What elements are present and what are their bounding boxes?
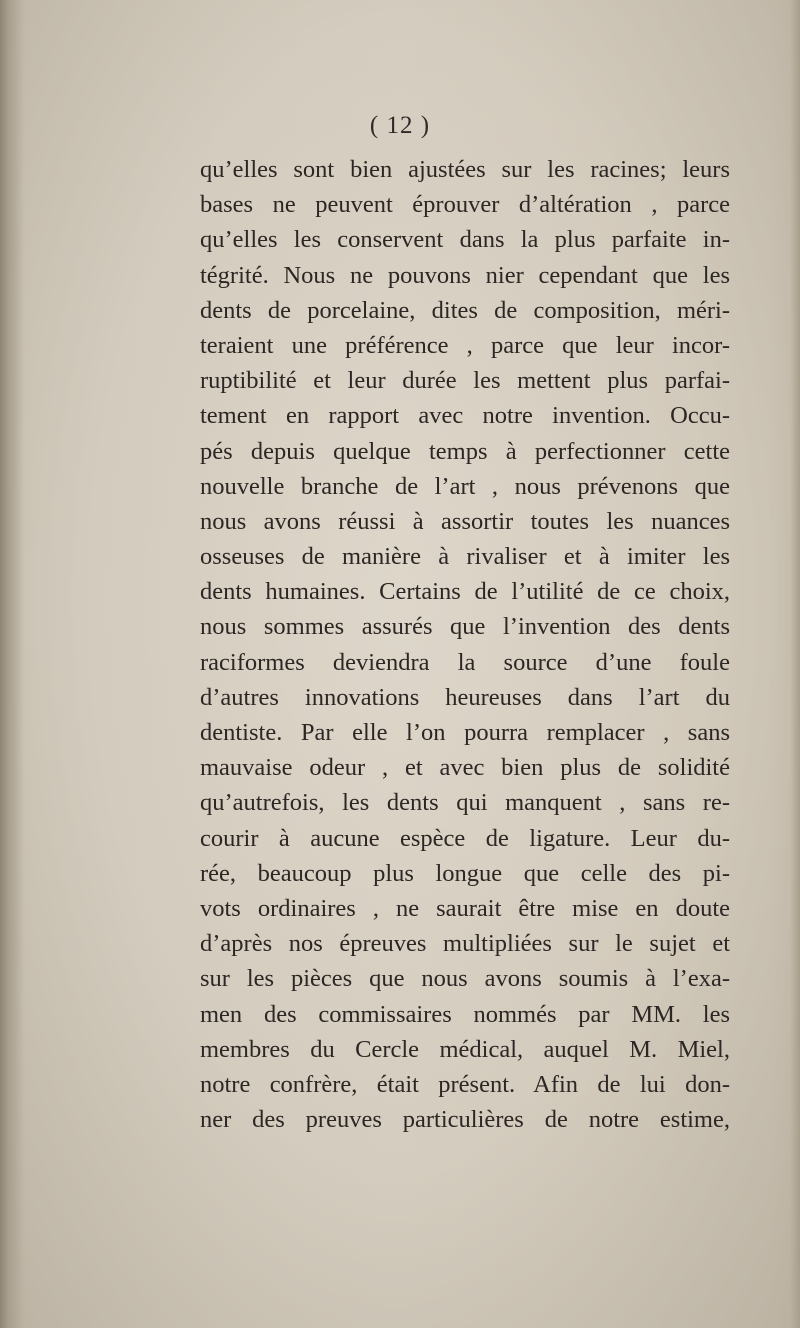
binding-edge	[0, 0, 24, 1328]
text-line: d’autres innovations heureuses dans l’art du	[200, 683, 730, 711]
text-line: dentiste. Par elle l’on pourra remplacer , sans	[200, 719, 730, 746]
text-line: ruptibilité et leur durée les mettent plus parfai-	[200, 367, 730, 395]
text-line: qu’elles sont bien ajustées sur les racines; leurs	[200, 156, 730, 183]
page-number: ( 12 )	[369, 112, 431, 139]
body-text	[200, 152, 730, 1137]
text-line: d’après nos épreuves multipliées sur le sujet et	[200, 930, 730, 958]
text-line: teraient une préférence , parce que leur incor-	[200, 331, 730, 359]
text-line: ner des preuves particulières de notre estime,	[200, 1106, 730, 1134]
text-line: pés depuis quelque temps à perfectionner cette	[200, 437, 730, 465]
text-line: rée, beaucoup plus longue que celle des pi-	[200, 859, 730, 887]
text-line: raciformes deviendra la source d’une foule	[200, 648, 730, 676]
text-line: notre confrère, était présent. Afin de lui don-	[200, 1070, 730, 1098]
text-line: tégrité. Nous ne pouvons nier cependant que les	[200, 261, 730, 289]
text-line: osseuses de manière à rivaliser et à imiter les	[200, 543, 730, 571]
text-line: sur les pièces que nous avons soumis à l’exa-	[200, 965, 730, 993]
text-line: membres du Cercle médical, auquel M. Miel,	[200, 1035, 730, 1063]
text-line: qu’autrefois, les dents qui manquent , sans re-	[200, 789, 730, 817]
text-line: nouvelle branche de l’art , nous prévenons que	[200, 472, 730, 500]
text-line: mauvaise odeur , et avec bien plus de solidité	[200, 754, 730, 782]
text-line: bases ne peuvent éprouver d’altération , parce	[200, 191, 730, 219]
text-line: qu’elles les conservent dans la plus parfaite in-	[200, 226, 730, 254]
text-line: nous avons réussi à assortir toutes les nuances	[200, 507, 730, 535]
page-right-edge	[790, 0, 800, 1328]
text-line: vots ordinaires , ne saurait être mise en doute	[200, 894, 730, 922]
text-line: men des commissaires nommés par MM. les	[200, 1000, 730, 1028]
text-line: tement en rapport avec notre invention. Occu-	[200, 402, 730, 430]
text-line: courir à aucune espèce de ligature. Leur du-	[200, 824, 730, 852]
text-line: nous sommes assurés que l’invention des dents	[200, 613, 730, 641]
text-line: dents humaines. Certains de l’utilité de ce choix,	[200, 578, 730, 606]
text-line: dents de porcelaine, dites de composition, méri-	[200, 296, 730, 324]
